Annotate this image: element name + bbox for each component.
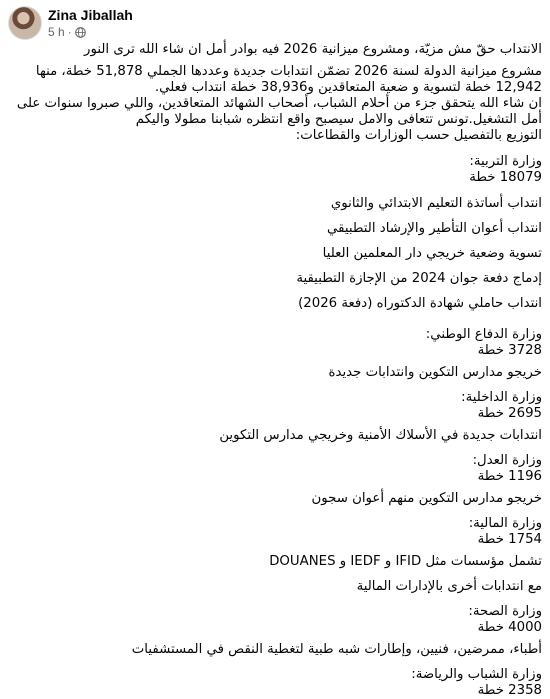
justice-count: 1196 خطة [477, 469, 542, 484]
defense-note: خريجو مدارس التكوين وانتدابات جديدة [328, 365, 542, 380]
youth-ministry: وزارة الشباب والرياضة: [411, 667, 542, 682]
defense-count: 3728 خطة [477, 343, 542, 358]
health-note: أطباء، ممرضين، فنيين، وإطارات شبه طبية لتغطية النقص في المستشفيات [131, 642, 542, 657]
defense-ministry: وزارة الدفاع الوطني: [425, 327, 542, 342]
post-body [8, 42, 542, 698]
education-item: انتداب أعوان التأطير والإرشاد التطبيقي [327, 221, 542, 236]
post-time[interactable]: 5 h [48, 25, 65, 39]
meta-separator: · [67, 25, 72, 39]
post-header [8, 6, 542, 42]
avatar[interactable] [8, 6, 42, 40]
finance-note: تشمل مؤسسات مثل IFID و IEDF و DOUANES [269, 554, 542, 569]
post-meta [48, 25, 86, 39]
education-item: تسوية وضعية خريجي دار المعلمين العليا [322, 246, 542, 261]
interior-count: 2695 خطة [477, 406, 542, 421]
finance-ministry: وزارة المالية: [468, 516, 542, 531]
education-ministry: وزارة التربية: [469, 154, 542, 169]
education-count: 18079 خطة [469, 170, 542, 185]
globe-icon[interactable] [75, 27, 86, 38]
justice-note: خريجو مدارس التكوين منهم أعوان سجون [311, 491, 542, 506]
education-item: انتداب أساتذة التعليم الابتدائي والثانوي [330, 196, 542, 211]
intro-hope: ان شاء الله يتحقق جزء من أحلام الشباب، أصحاب الشهائد المتعاقدين، واللي صبروا سنوات على أمل التشغيل.تونس تتعافى والامل سيصبح واقع انتظره شبابنا مطولا واليكم [16, 96, 542, 127]
intro-distribution: التوزيع بالتفصيل حسب الوزارات والقطاعات: [295, 128, 542, 143]
education-item: إدماج دفعة جوان 2024 من الإجازة التطبيقية [296, 271, 542, 286]
education-item: انتداب حاملي شهادة الدكتوراه (دفعة 2026) [298, 296, 542, 311]
justice-ministry: وزارة العدل: [472, 453, 542, 468]
interior-note: انتدابات جديدة في الأسلاك الأمنية وخريجي مدارس التكوين [219, 428, 542, 443]
intro-budget: مشروع ميزانية الدولة لسنة 2026 تضمّن انتدابات جديدة وعددها الجملي 51,878 خطة، منها 12,942 خطة لتسوية و ضعية المتعاقدين و38,936 خطة انتداب فعلي. [35, 64, 542, 95]
youth-count: 2358 خطة [477, 683, 542, 698]
finance-note: مع انتدابات أخرى بالإدارات المالية [356, 579, 542, 594]
author-name[interactable]: Zina Jiballah [48, 7, 133, 23]
intro-headline: الانتداب حقّ مش مزيّة، ومشروع ميزانية 2026 فيه بوادر أمل ان شاء الله ترى النور [84, 42, 542, 57]
interior-ministry: وزارة الداخلية: [461, 390, 542, 405]
health-ministry: وزارة الصحة: [468, 604, 542, 619]
finance-count: 1754 خطة [477, 532, 542, 547]
health-count: 4000 خطة [477, 620, 542, 635]
